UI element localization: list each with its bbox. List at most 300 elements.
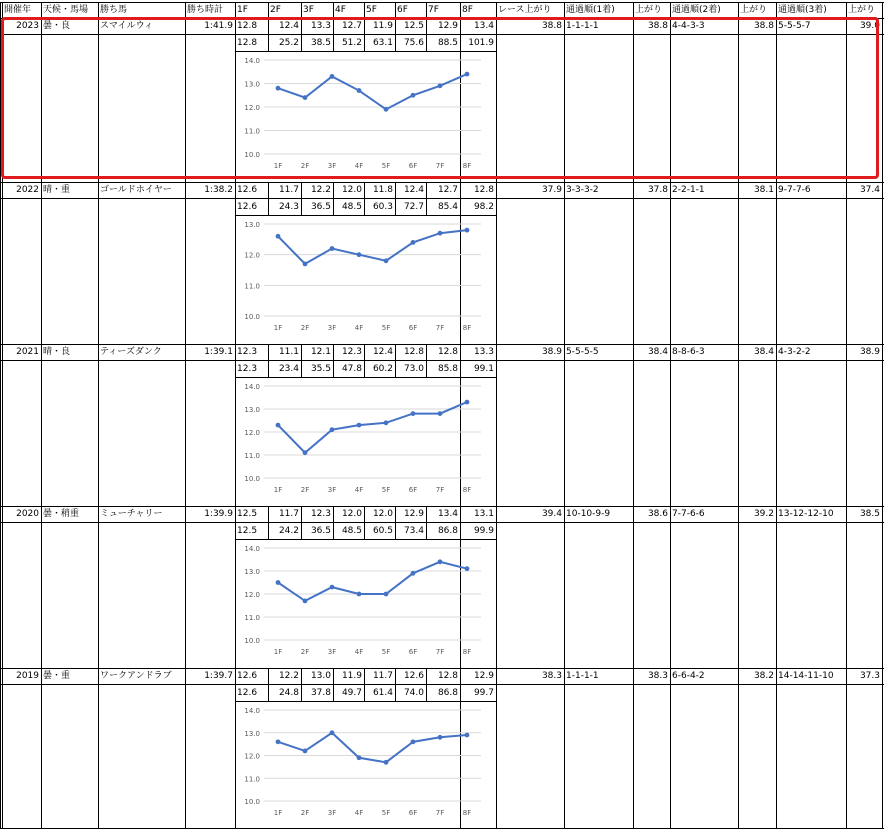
- grid-col-header: [364, 2, 365, 18]
- header-14[interactable]: 上がり: [635, 5, 663, 15]
- cell-cumulative-3f[interactable]: 36.5: [310, 526, 331, 536]
- data-point: [357, 592, 362, 597]
- cell-lap-4f[interactable]: 12.3: [341, 347, 362, 357]
- cell-time[interactable]: 1:41.9: [204, 21, 233, 31]
- data-point: [357, 423, 362, 428]
- y-tick-label: 10.0: [244, 475, 260, 483]
- cell-cumulative-3f[interactable]: 35.5: [310, 364, 331, 374]
- cell-lap-7f[interactable]: 12.8: [437, 671, 458, 681]
- data-point: [411, 571, 416, 576]
- cell-weather[interactable]: 曇・稍重: [43, 509, 80, 519]
- data-point: [330, 730, 335, 735]
- cell-winner[interactable]: ミューチャリー: [100, 509, 163, 519]
- lap-chart-svg: [236, 703, 495, 829]
- cell-race-last[interactable]: 38.9: [541, 347, 562, 357]
- cell-pass-2nd[interactable]: 7-7-6-6: [672, 509, 705, 519]
- cell-lap-5f[interactable]: 11.9: [372, 21, 393, 31]
- cell-last-3rd[interactable]: 38.9: [859, 347, 880, 357]
- y-tick-label: 12.0: [244, 591, 260, 599]
- cell-cumulative-6f[interactable]: 74.0: [403, 688, 424, 698]
- data-point: [384, 258, 389, 263]
- cell-lap-8f[interactable]: 12.8: [473, 185, 494, 195]
- grid-col-lap: [301, 182, 302, 216]
- cell-pass-1st[interactable]: 1-1-1-1: [566, 21, 599, 31]
- x-tick-label: 8F: [462, 162, 472, 170]
- grid-col: [496, 2, 497, 829]
- cell-lap-1f[interactable]: 12.6: [237, 185, 258, 195]
- data-point: [465, 733, 470, 738]
- y-tick-label: 11.0: [244, 127, 260, 136]
- cell-pass-2nd[interactable]: 2-2-1-1: [672, 185, 705, 195]
- header-15[interactable]: 通過順(2着): [672, 5, 721, 15]
- grid-col-lap: [364, 182, 365, 216]
- y-tick-label: 14.0: [244, 545, 260, 553]
- series-line: [278, 74, 467, 109]
- grid-col-lap: [395, 18, 396, 52]
- grid-row-bottom: [0, 360, 884, 361]
- y-tick-label: 13.0: [244, 221, 260, 229]
- cell-lap-1f[interactable]: 12.3: [237, 347, 258, 357]
- cell-lap-4f[interactable]: 12.0: [341, 185, 362, 195]
- x-tick-label: 2F: [300, 162, 310, 170]
- cell-cumulative-3f[interactable]: 36.5: [310, 202, 331, 212]
- grid-col-lap: [426, 506, 427, 540]
- cell-time[interactable]: 1:39.9: [204, 509, 233, 519]
- data-point: [303, 95, 308, 100]
- cell-lap-2f[interactable]: 11.7: [278, 509, 299, 519]
- cell-cumulative-5f[interactable]: 60.2: [372, 364, 393, 374]
- grid-col-lap: [301, 668, 302, 702]
- cell-cumulative-8f[interactable]: 99.1: [473, 364, 494, 374]
- cell-winner[interactable]: ゴールドホイヤー: [100, 185, 172, 195]
- cell-cumulative-5f[interactable]: 60.5: [372, 526, 393, 536]
- grid-row-bottom: [0, 34, 884, 35]
- cell-last-2nd[interactable]: 38.8: [753, 21, 774, 31]
- cell-cumulative-5f[interactable]: 63.1: [372, 38, 393, 48]
- cell-winner[interactable]: ティーズダンク: [100, 347, 162, 357]
- cell-cumulative-4f[interactable]: 48.5: [341, 526, 362, 536]
- cell-pass-3rd[interactable]: 9-7-7-6: [778, 185, 811, 195]
- header-11[interactable]: 8F: [462, 5, 473, 15]
- header-16[interactable]: 上がり: [740, 5, 768, 15]
- grid-row-top: [0, 344, 884, 345]
- grid-col-lap: [268, 506, 269, 540]
- lap-chart-2023[interactable]: [236, 53, 495, 182]
- cell-time[interactable]: 1:39.7: [204, 671, 233, 681]
- x-tick-label: 5F: [381, 486, 391, 494]
- data-point: [357, 88, 362, 93]
- data-point: [303, 749, 308, 754]
- cell-race-last[interactable]: 37.9: [541, 185, 562, 195]
- cell-pass-3rd[interactable]: 5-5-5-7: [778, 21, 811, 31]
- grid-col-header: [268, 2, 269, 18]
- grid-row-top: [0, 668, 884, 669]
- data-point: [438, 559, 443, 564]
- cell-lap-2f[interactable]: 11.1: [278, 347, 299, 357]
- cell-cumulative-6f[interactable]: 73.4: [403, 526, 424, 536]
- cell-lap-4f[interactable]: 12.0: [341, 509, 362, 519]
- cell-pass-2nd[interactable]: 4-4-3-3: [672, 21, 705, 31]
- cell-lap-6f[interactable]: 12.5: [403, 21, 424, 31]
- x-tick-label: 6F: [408, 324, 418, 332]
- x-tick-label: 7F: [435, 648, 445, 656]
- cell-cumulative-2f[interactable]: 24.8: [278, 688, 299, 698]
- grid-col-lap: [333, 182, 334, 216]
- header-13[interactable]: 通過順(1着): [566, 5, 615, 15]
- cell-lap-6f[interactable]: 12.9: [403, 509, 424, 519]
- cell-lap-4f[interactable]: 11.9: [341, 671, 362, 681]
- cell-race-last[interactable]: 39.4: [541, 509, 562, 519]
- cell-cumulative-4f[interactable]: 49.7: [341, 688, 362, 698]
- x-tick-label: 4F: [354, 809, 364, 817]
- x-tick-label: 3F: [327, 486, 337, 494]
- lap-chart-2022[interactable]: [236, 217, 495, 344]
- grid-col-lap: [301, 506, 302, 540]
- x-tick-label: 7F: [435, 809, 445, 817]
- cell-lap-7f[interactable]: 12.7: [437, 185, 458, 195]
- cell-pass-1st[interactable]: 10-10-9-9: [566, 509, 611, 519]
- cell-year[interactable]: 2023: [16, 21, 39, 31]
- grid-col: [738, 2, 739, 829]
- cell-last-2nd[interactable]: 38.2: [753, 671, 774, 681]
- grid-col-lap: [333, 506, 334, 540]
- header-10[interactable]: 7F: [428, 5, 439, 15]
- cell-weather[interactable]: 晴・重: [43, 185, 71, 195]
- data-point: [384, 592, 389, 597]
- grid-col-lap: [268, 182, 269, 216]
- y-tick-label: 11.0: [244, 775, 260, 784]
- grid-subrow-bottom: [235, 701, 496, 702]
- header-17[interactable]: 通過順(3着): [778, 5, 827, 15]
- grid-col: [2, 2, 3, 829]
- cell-cumulative-4f[interactable]: 47.8: [341, 364, 362, 374]
- cell-last-3rd[interactable]: 39.0: [859, 21, 880, 31]
- grid-col-lap: [268, 344, 269, 378]
- cell-cumulative-5f[interactable]: 61.4: [372, 688, 393, 698]
- x-tick-label: 1F: [273, 809, 283, 817]
- data-point: [276, 234, 281, 239]
- cell-cumulative-4f[interactable]: 48.5: [341, 202, 362, 212]
- grid-left-edge: [0, 2, 1, 829]
- grid-col-lap: [395, 182, 396, 216]
- cell-last-1st[interactable]: 38.4: [647, 347, 668, 357]
- cell-lap-4f[interactable]: 12.7: [341, 21, 362, 31]
- data-point: [276, 423, 281, 428]
- cell-last-3rd[interactable]: 37.3: [859, 671, 880, 681]
- cell-cumulative-1f[interactable]: 12.5: [237, 526, 258, 536]
- x-tick-label: 4F: [354, 648, 364, 656]
- cell-lap-2f[interactable]: 12.4: [278, 21, 299, 31]
- x-tick-label: 1F: [273, 324, 283, 332]
- cell-lap-7f[interactable]: 12.9: [437, 21, 458, 31]
- data-point: [438, 83, 443, 88]
- y-tick-label: 13.0: [244, 568, 260, 576]
- x-tick-label: 7F: [435, 162, 445, 170]
- x-tick-label: 4F: [354, 324, 364, 332]
- x-tick-label: 7F: [435, 324, 445, 332]
- cell-last-1st[interactable]: 38.3: [647, 671, 668, 681]
- grid-col-header: [426, 2, 427, 18]
- grid-col-lap: [364, 344, 365, 378]
- header-18[interactable]: 上がり: [848, 5, 876, 15]
- cell-lap-3f[interactable]: 13.0: [310, 671, 331, 681]
- cell-cumulative-7f[interactable]: 85.8: [437, 364, 458, 374]
- data-point: [465, 566, 470, 571]
- cell-lap-1f[interactable]: 12.8: [237, 21, 258, 31]
- cell-cumulative-1f[interactable]: 12.6: [237, 688, 258, 698]
- cell-lap-2f[interactable]: 11.7: [278, 185, 299, 195]
- grid-col-header: [395, 2, 396, 18]
- x-tick-label: 8F: [462, 809, 472, 817]
- cell-lap-3f[interactable]: 12.1: [310, 347, 331, 357]
- cell-lap-3f[interactable]: 12.2: [310, 185, 331, 195]
- cell-cumulative-3f[interactable]: 37.8: [310, 688, 331, 698]
- cell-pass-1st[interactable]: 1-1-1-1: [566, 671, 599, 681]
- data-point: [303, 599, 308, 604]
- cell-pass-3rd[interactable]: 13-12-12-10: [778, 509, 834, 519]
- x-tick-label: 3F: [327, 324, 337, 332]
- grid-subrow-bottom: [235, 377, 496, 378]
- x-tick-label: 5F: [381, 648, 391, 656]
- cell-pass-2nd[interactable]: 8-8-6-3: [672, 347, 705, 357]
- y-tick-label: 10.0: [244, 151, 260, 159]
- grid-col: [670, 2, 671, 829]
- x-tick-label: 6F: [408, 162, 418, 170]
- lap-chart-2021[interactable]: [236, 379, 495, 506]
- x-tick-label: 2F: [300, 486, 310, 494]
- cell-cumulative-5f[interactable]: 60.3: [372, 202, 393, 212]
- header-8[interactable]: 5F: [366, 5, 377, 15]
- data-point: [330, 585, 335, 590]
- cell-lap-7f[interactable]: 12.8: [437, 347, 458, 357]
- cell-last-1st[interactable]: 37.8: [647, 185, 668, 195]
- data-point: [411, 411, 416, 416]
- x-tick-label: 3F: [327, 648, 337, 656]
- cell-lap-8f[interactable]: 12.9: [473, 671, 494, 681]
- header-3[interactable]: 勝ち時計: [187, 5, 224, 15]
- cell-cumulative-8f[interactable]: 98.2: [473, 202, 494, 212]
- data-point: [330, 427, 335, 432]
- cell-lap-3f[interactable]: 12.3: [310, 509, 331, 519]
- lap-chart-svg: [236, 53, 495, 182]
- x-tick-label: 3F: [327, 809, 337, 817]
- grid-subrow-bottom: [235, 51, 496, 52]
- cell-last-1st[interactable]: 38.6: [647, 509, 668, 519]
- grid-row-top: [0, 18, 884, 19]
- lap-chart-2020[interactable]: [236, 541, 495, 668]
- grid-col-lap: [333, 18, 334, 52]
- cell-cumulative-8f[interactable]: 99.7: [473, 688, 494, 698]
- cell-cumulative-3f[interactable]: 38.5: [310, 38, 331, 48]
- cell-pass-3rd[interactable]: 4-3-2-2: [778, 347, 811, 357]
- data-point: [465, 228, 470, 233]
- lap-chart-svg: [236, 217, 495, 344]
- cell-lap-5f[interactable]: 11.8: [372, 185, 393, 195]
- cell-cumulative-7f[interactable]: 86.8: [437, 688, 458, 698]
- cell-last-3rd[interactable]: 38.5: [859, 509, 880, 519]
- series-line: [278, 230, 467, 264]
- data-point: [465, 72, 470, 77]
- grid-col-lap: [333, 668, 334, 702]
- cell-cumulative-7f[interactable]: 88.5: [437, 38, 458, 48]
- cell-lap-6f[interactable]: 12.8: [403, 347, 424, 357]
- cell-last-3rd[interactable]: 37.4: [859, 185, 880, 195]
- cell-cumulative-7f[interactable]: 86.8: [437, 526, 458, 536]
- cell-lap-2f[interactable]: 12.2: [278, 671, 299, 681]
- lap-chart-2019[interactable]: [236, 703, 495, 829]
- cell-cumulative-1f[interactable]: 12.8: [237, 38, 258, 48]
- cell-year[interactable]: 2021: [16, 347, 39, 357]
- grid-col-lap: [426, 182, 427, 216]
- grid-col: [41, 2, 42, 829]
- data-point: [276, 580, 281, 585]
- data-point: [276, 739, 281, 744]
- header-2[interactable]: 勝ち馬: [100, 5, 128, 15]
- header-5[interactable]: 2F: [270, 5, 281, 15]
- data-point: [303, 450, 308, 455]
- cell-cumulative-6f[interactable]: 75.6: [403, 38, 424, 48]
- cell-cumulative-7f[interactable]: 85.4: [437, 202, 458, 212]
- cell-pass-3rd[interactable]: 14-14-11-10: [778, 671, 834, 681]
- grid-col-lap: [364, 668, 365, 702]
- cell-lap-5f[interactable]: 12.4: [372, 347, 393, 357]
- cell-cumulative-1f[interactable]: 12.6: [237, 202, 258, 212]
- cell-lap-3f[interactable]: 13.3: [310, 21, 331, 31]
- x-tick-label: 1F: [273, 648, 283, 656]
- grid-col-lap: [364, 18, 365, 52]
- cell-cumulative-2f[interactable]: 25.2: [278, 38, 299, 48]
- header-6[interactable]: 3F: [303, 5, 314, 15]
- cell-lap-1f[interactable]: 12.5: [237, 509, 258, 519]
- cell-weather[interactable]: 曇・良: [43, 21, 71, 31]
- grid-col-lap: [268, 668, 269, 702]
- grid-col: [776, 2, 777, 829]
- header-12[interactable]: レース上がり: [498, 5, 552, 15]
- cell-lap-6f[interactable]: 12.4: [403, 185, 424, 195]
- grid-top: [0, 2, 884, 3]
- grid-col-lap: [301, 18, 302, 52]
- cell-cumulative-8f[interactable]: 99.9: [473, 526, 494, 536]
- grid-subrow-bottom: [235, 215, 496, 216]
- x-tick-label: 6F: [408, 809, 418, 817]
- y-tick-label: 10.0: [244, 637, 260, 645]
- header-7[interactable]: 4F: [335, 5, 346, 15]
- cell-cumulative-2f[interactable]: 24.3: [278, 202, 299, 212]
- cell-lap-7f[interactable]: 13.4: [437, 509, 458, 519]
- cell-lap-5f[interactable]: 11.7: [372, 671, 393, 681]
- cell-year[interactable]: 2020: [16, 509, 39, 519]
- y-tick-label: 11.0: [244, 614, 260, 622]
- data-point: [411, 739, 416, 744]
- grid-col-lap: [301, 344, 302, 378]
- cell-pass-1st[interactable]: 3-3-3-2: [566, 185, 599, 195]
- cell-weather[interactable]: 晴・良: [43, 347, 71, 357]
- x-tick-label: 8F: [462, 486, 472, 494]
- lap-chart-svg: [236, 379, 495, 506]
- header-9[interactable]: 6F: [397, 5, 408, 15]
- grid-col-lap: [426, 18, 427, 52]
- grid-col-lap: [395, 506, 396, 540]
- grid-subrow-bottom: [235, 539, 496, 540]
- cell-lap-5f[interactable]: 12.0: [372, 509, 393, 519]
- x-tick-label: 2F: [300, 809, 310, 817]
- y-tick-label: 10.0: [244, 313, 260, 321]
- cell-cumulative-6f[interactable]: 73.0: [403, 364, 424, 374]
- x-tick-label: 4F: [354, 486, 364, 494]
- data-point: [384, 420, 389, 425]
- y-tick-label: 14.0: [244, 707, 260, 715]
- grid-row-bottom: [0, 522, 884, 523]
- grid-col-header: [333, 2, 334, 18]
- cell-cumulative-2f[interactable]: 24.2: [278, 526, 299, 536]
- cell-cumulative-8f[interactable]: 101.9: [468, 38, 494, 48]
- data-point: [303, 261, 308, 266]
- x-tick-label: 2F: [300, 324, 310, 332]
- y-tick-label: 13.0: [244, 80, 260, 89]
- cell-time[interactable]: 1:39.1: [204, 347, 233, 357]
- y-tick-label: 14.0: [244, 57, 260, 65]
- cell-cumulative-2f[interactable]: 23.4: [278, 364, 299, 374]
- cell-lap-8f[interactable]: 13.4: [473, 21, 494, 31]
- grid-row-top: [0, 182, 884, 183]
- x-tick-label: 7F: [435, 486, 445, 494]
- x-tick-label: 6F: [408, 648, 418, 656]
- cell-race-last[interactable]: 38.3: [541, 671, 562, 681]
- grid-col-lap: [426, 668, 427, 702]
- cell-cumulative-4f[interactable]: 51.2: [341, 38, 362, 48]
- data-point: [438, 231, 443, 236]
- cell-weather[interactable]: 曇・重: [43, 671, 71, 681]
- cell-pass-2nd[interactable]: 6-6-4-2: [672, 671, 705, 681]
- grid-row-bottom: [0, 684, 884, 685]
- data-point: [276, 86, 281, 91]
- cell-last-1st[interactable]: 38.8: [647, 21, 668, 31]
- cell-year[interactable]: 2019: [16, 671, 39, 681]
- cell-pass-1st[interactable]: 5-5-5-5: [566, 347, 599, 357]
- cell-race-last[interactable]: 38.8: [541, 21, 562, 31]
- cell-winner[interactable]: スマイルウィ: [100, 21, 154, 31]
- data-point: [411, 240, 416, 245]
- header-1[interactable]: 天候・馬場: [43, 5, 89, 15]
- y-tick-label: 14.0: [244, 383, 260, 391]
- grid-col: [98, 2, 99, 829]
- cell-lap-8f[interactable]: 13.1: [473, 509, 494, 519]
- header-0[interactable]: 開催年: [4, 5, 32, 15]
- cell-lap-1f[interactable]: 12.6: [237, 671, 258, 681]
- cell-year[interactable]: 2022: [16, 185, 39, 195]
- cell-last-2nd[interactable]: 38.1: [753, 185, 774, 195]
- data-point: [357, 252, 362, 257]
- cell-last-2nd[interactable]: 39.2: [753, 509, 774, 519]
- cell-winner[interactable]: ワークアンドラブ: [100, 671, 172, 681]
- grid-row-top: [0, 506, 884, 507]
- cell-last-2nd[interactable]: 38.4: [753, 347, 774, 357]
- cell-cumulative-1f[interactable]: 12.3: [237, 364, 258, 374]
- cell-time[interactable]: 1:38.2: [204, 185, 233, 195]
- cell-lap-6f[interactable]: 12.6: [403, 671, 424, 681]
- x-tick-label: 5F: [381, 809, 391, 817]
- header-4[interactable]: 1F: [237, 5, 248, 15]
- data-point: [411, 93, 416, 98]
- grid-col-lap: [268, 18, 269, 52]
- cell-cumulative-6f[interactable]: 72.7: [403, 202, 424, 212]
- x-tick-label: 4F: [354, 162, 364, 170]
- y-tick-label: 12.0: [244, 752, 260, 761]
- y-tick-label: 10.0: [244, 798, 260, 806]
- cell-lap-8f[interactable]: 13.3: [473, 347, 494, 357]
- x-tick-label: 8F: [462, 324, 472, 332]
- y-tick-label: 12.0: [244, 251, 260, 260]
